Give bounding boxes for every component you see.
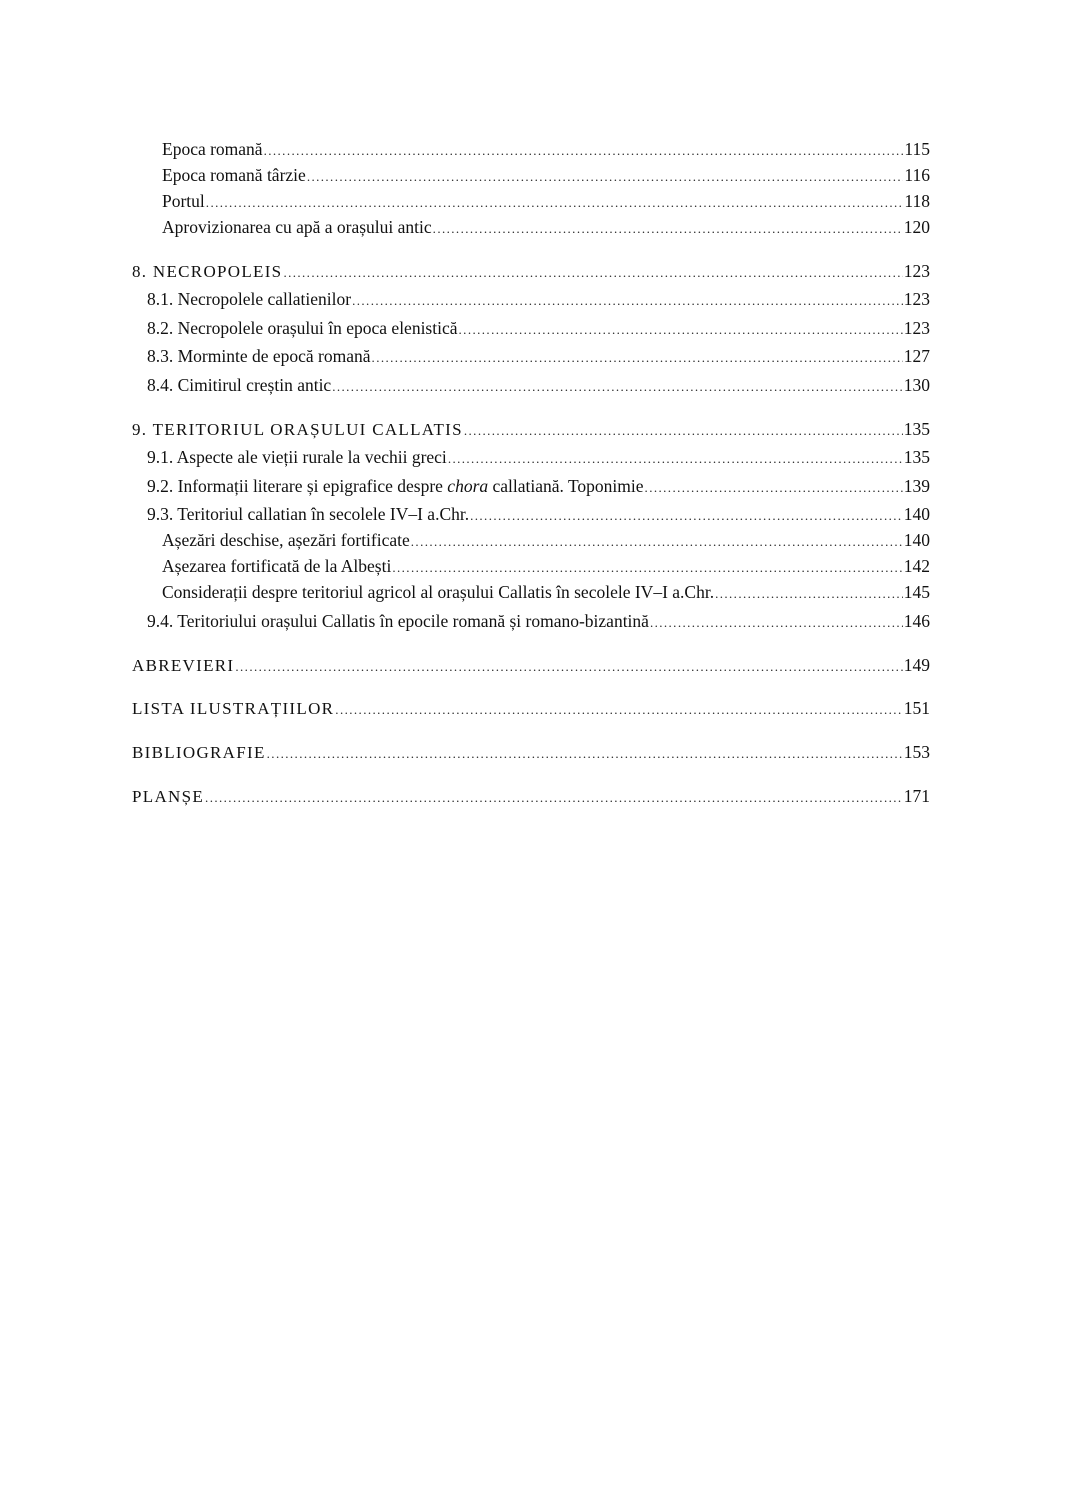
toc-entry-title: 9.3. Teritoriul callatian în secolele IV–I a.Chr. bbox=[147, 504, 470, 524]
toc-entry-title: Așezarea fortificată de la Albești bbox=[162, 556, 392, 576]
dot-leader bbox=[335, 699, 902, 721]
toc-entry bbox=[162, 138, 930, 162]
toc-entry-page: 118 bbox=[904, 191, 930, 211]
toc-entry-page: 149 bbox=[903, 655, 930, 675]
toc-chapter bbox=[132, 418, 930, 442]
toc-entry-page: 123 bbox=[903, 318, 930, 338]
dot-leader bbox=[448, 448, 903, 470]
toc-entry-page: 142 bbox=[903, 556, 930, 576]
dot-leader bbox=[307, 166, 904, 188]
dot-leader bbox=[392, 557, 902, 579]
toc-chapter-title: BIBLIOGRAFIE bbox=[132, 743, 266, 762]
toc-entry-page: 135 bbox=[903, 447, 930, 467]
toc-entry-title: 9.4. Teritoriului orașului Callatis în epocile romană și romano-bizantină bbox=[147, 611, 649, 631]
toc-entry-page: 140 bbox=[903, 530, 930, 550]
toc-entry-page: 116 bbox=[904, 165, 930, 185]
toc-entry-title: Epoca romană târzie bbox=[162, 165, 306, 185]
toc-entry bbox=[162, 555, 930, 579]
toc-entry bbox=[147, 446, 930, 470]
toc-entry-title: 8.2. Necropolele orașului în epoca elenistică bbox=[147, 318, 458, 338]
dot-leader bbox=[645, 477, 903, 499]
toc-entry-title: 9.1. Aspecte ale vieții rurale la vechii greci bbox=[147, 447, 447, 467]
toc-entry bbox=[162, 581, 930, 605]
dot-leader bbox=[464, 420, 903, 442]
toc-entry bbox=[162, 164, 930, 188]
toc-chapter-title: ABREVIERI bbox=[132, 656, 235, 675]
toc-entry-title: 9.2. Informații literare și epigrafice despre chora callatiană. Toponimie bbox=[147, 476, 644, 496]
toc-chapter-title: PLANȘE bbox=[132, 787, 205, 806]
dot-leader bbox=[650, 612, 903, 634]
toc-entry-title: Portul bbox=[162, 191, 205, 211]
dot-leader bbox=[459, 319, 903, 341]
toc-entry-title: Epoca romană bbox=[162, 139, 263, 159]
toc-entry bbox=[147, 503, 930, 527]
dot-leader bbox=[283, 262, 902, 284]
toc-entry bbox=[162, 190, 930, 214]
dot-leader bbox=[332, 376, 903, 398]
toc-entry bbox=[162, 216, 930, 240]
toc-entry-page: 139 bbox=[903, 476, 930, 496]
dot-leader bbox=[433, 218, 903, 240]
toc-entry-page: 153 bbox=[903, 742, 930, 762]
dot-leader bbox=[470, 505, 903, 527]
toc-entry-title: 8.4. Cimitirul creștin antic bbox=[147, 375, 332, 395]
toc-entry bbox=[147, 317, 930, 341]
dot-leader bbox=[715, 583, 903, 605]
toc-chapter-title: 8. NECROPOLEIS bbox=[132, 262, 283, 281]
toc-entry-page: 171 bbox=[903, 786, 930, 806]
toc-chapter bbox=[132, 785, 930, 809]
toc-entry-page: 120 bbox=[903, 217, 930, 237]
toc-entry-title: Considerații despre teritoriul agricol al orașului Callatis în secolele IV–I a.Chr. bbox=[162, 582, 715, 602]
toc-entry bbox=[147, 610, 930, 634]
toc-chapter bbox=[132, 697, 930, 721]
toc-entry-page: 130 bbox=[903, 375, 930, 395]
dot-leader bbox=[267, 743, 903, 765]
toc-entry-page: 146 bbox=[903, 611, 930, 631]
dot-leader bbox=[264, 140, 904, 162]
dot-leader bbox=[235, 656, 902, 678]
dot-leader bbox=[411, 531, 903, 553]
toc-entry bbox=[147, 288, 930, 312]
toc-chapter bbox=[132, 654, 930, 678]
toc-entry bbox=[147, 374, 930, 398]
toc-entry-page: 115 bbox=[904, 139, 930, 159]
dot-leader bbox=[352, 290, 903, 312]
toc-chapter-title: LISTA ILUSTRAȚIILOR bbox=[132, 699, 335, 718]
toc-entry-page: 127 bbox=[903, 346, 930, 366]
toc-entry-page: 123 bbox=[903, 289, 930, 309]
toc-chapter bbox=[132, 741, 930, 765]
toc-entry bbox=[162, 529, 930, 553]
toc-entry-page: 145 bbox=[903, 582, 930, 602]
toc-chapter-title: 9. TERITORIUL ORAȘULUI CALLATIS bbox=[132, 420, 463, 439]
toc-chapter bbox=[132, 260, 930, 284]
toc-entry-title: 8.3. Morminte de epocă romană bbox=[147, 346, 371, 366]
dot-leader bbox=[206, 192, 904, 214]
toc-entry-page: 123 bbox=[903, 261, 930, 281]
toc-entry bbox=[147, 345, 930, 369]
toc-entry-page: 151 bbox=[903, 698, 930, 718]
dot-leader bbox=[372, 347, 903, 369]
toc-entry-page: 135 bbox=[903, 419, 930, 439]
toc-entry-title: Aprovizionarea cu apă a orașului antic bbox=[162, 217, 432, 237]
toc-entry-page: 140 bbox=[903, 504, 930, 524]
toc-entry-title: 8.1. Necropolele callatienilor bbox=[147, 289, 352, 309]
toc-entry bbox=[147, 475, 930, 499]
dot-leader bbox=[205, 787, 903, 809]
toc-entry-title: Așezări deschise, așezări fortificate bbox=[162, 530, 410, 550]
